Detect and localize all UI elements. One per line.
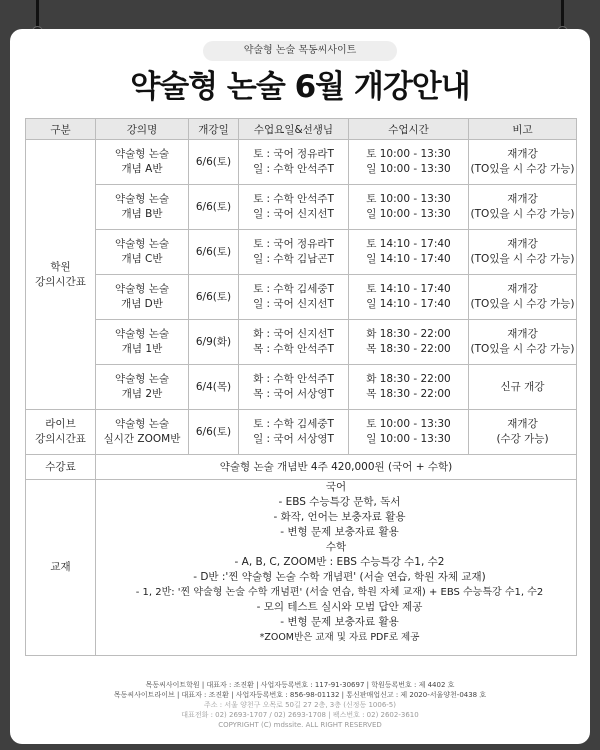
start-date: 6/6(토) bbox=[189, 230, 239, 275]
notice-board bbox=[10, 29, 590, 744]
note: 재개강 (수강 가능) bbox=[469, 410, 577, 455]
teachers: 화 : 수학 안석주T 목 : 국어 서상영T bbox=[239, 365, 349, 410]
books-label: 교재 bbox=[26, 480, 96, 656]
header-course: 강의명 bbox=[96, 119, 189, 140]
note: 재개강 (TO있을 시 수강 가능) bbox=[469, 275, 577, 320]
class-times: 화 18:30 - 22:00 목 18:30 - 22:00 bbox=[349, 320, 469, 365]
site-tag: 약술형 논술 목동씨사이트 bbox=[203, 41, 397, 61]
start-date: 6/6(토) bbox=[189, 185, 239, 230]
footer bbox=[10, 680, 590, 730]
books-line: - 화작, 언어는 보충자료 활용 bbox=[273, 511, 406, 523]
course-name: 약술형 논술 개념 A반 bbox=[96, 140, 189, 185]
schedule-table bbox=[25, 118, 577, 656]
course-name: 약술형 논술 개념 1반 bbox=[96, 320, 189, 365]
teachers: 토 : 국어 정유라T 일 : 수학 안석주T bbox=[239, 140, 349, 185]
books-line: 국어 bbox=[325, 481, 347, 493]
course-name: 약술형 논술 개념 2반 bbox=[96, 365, 189, 410]
books-line: - 변형 문제 보충자료 활용 bbox=[280, 526, 399, 538]
footer-line: 목동씨사이트라이브 | 대표자 : 조진환 | 사업자등록번호 : 856-98-01132 | 통신판매업신고 : 제 2020-서울양천-0438 호 bbox=[113, 691, 487, 699]
start-date: 6/4(목) bbox=[189, 365, 239, 410]
books-line: - 1, 2반: '찐 약술형 논술 수학 개념편' (서술 연습, 학원 자체 교재) + EBS 수능특강 수1, 수2 bbox=[135, 587, 544, 598]
header-note: 비고 bbox=[469, 119, 577, 140]
header-start: 개강일 bbox=[189, 119, 239, 140]
teachers: 토 : 수학 안석주T 일 : 국어 신지선T bbox=[239, 185, 349, 230]
start-date: 6/6(토) bbox=[189, 140, 239, 185]
footer-copyright: COPYRIGHT (C) mdssite. ALL RIGHT RESERVED bbox=[218, 721, 382, 729]
table-row bbox=[26, 230, 577, 275]
table-row bbox=[26, 275, 577, 320]
teachers: 토 : 수학 김세중T 일 : 국어 서상영T bbox=[239, 410, 349, 455]
note: 신규 개강 bbox=[469, 365, 577, 410]
table-header-row bbox=[26, 119, 577, 140]
class-times: 토 10:00 - 13:30 일 10:00 - 13:30 bbox=[349, 410, 469, 455]
books-line: - A, B, C, ZOOM반 : EBS 수능특강 수1, 수2 bbox=[234, 556, 445, 568]
teachers: 토 : 국어 정유라T 일 : 수학 김남곤T bbox=[239, 230, 349, 275]
table-row-live bbox=[26, 410, 577, 455]
table-row bbox=[26, 185, 577, 230]
footer-line: 목동씨사이트학원 | 대표자 : 조진환 | 사업자등록번호 : 117-91-30697 | 학원등록번호 : 제 4402 호 bbox=[145, 681, 455, 689]
books-line: 수학 bbox=[325, 541, 347, 553]
books-line: - 변형 문제 보충자료 활용 bbox=[280, 616, 399, 628]
note: 재개강 (TO있을 시 수강 가능) bbox=[469, 185, 577, 230]
start-date: 6/6(토) bbox=[189, 410, 239, 455]
teachers: 화 : 국어 신지선T 목 : 수학 안석주T bbox=[239, 320, 349, 365]
group-academy: 학원 강의시간표 bbox=[26, 140, 96, 410]
header-time: 수업시간 bbox=[349, 119, 469, 140]
table-row bbox=[26, 320, 577, 365]
footer-address: 주소 : 서울 양천구 오목로 50길 27 2층, 3층 (신정동 1006-5) bbox=[203, 701, 396, 709]
books-line: - D반 :'찐 약술형 논술 수학 개념편' (서술 연습, 학원 자체 교재) bbox=[193, 571, 486, 583]
fee-row bbox=[26, 455, 577, 480]
page-title: 약술형 논술 6월 개강안내 bbox=[130, 69, 470, 105]
fee-label: 수강료 bbox=[26, 455, 96, 480]
books-line: - 모의 테스트 실시와 모범 답안 제공 bbox=[256, 601, 423, 613]
class-times: 화 18:30 - 22:00 목 18:30 - 22:00 bbox=[349, 365, 469, 410]
class-times: 토 10:00 - 13:30 일 10:00 - 13:30 bbox=[349, 140, 469, 185]
books-row bbox=[26, 480, 577, 656]
course-name: 약술형 논술 실시간 ZOOM반 bbox=[96, 410, 189, 455]
course-name: 약술형 논술 개념 B반 bbox=[96, 185, 189, 230]
header-teachers: 수업요일&선생님 bbox=[239, 119, 349, 140]
footer-phone: 대표전화 : 02) 2693-1707 / 02) 2693-1708 | 팩스번호 : 02) 2602-3610 bbox=[181, 711, 419, 719]
books-note: *ZOOM반은 교재 및 자료 PDF로 제공 bbox=[259, 632, 420, 643]
start-date: 6/6(토) bbox=[189, 275, 239, 320]
note: 재개강 (TO있을 시 수강 가능) bbox=[469, 230, 577, 275]
note: 재개강 (TO있을 시 수강 가능) bbox=[469, 140, 577, 185]
class-times: 토 14:10 - 17:40 일 14:10 - 17:40 bbox=[349, 230, 469, 275]
class-times: 토 14:10 - 17:40 일 14:10 - 17:40 bbox=[349, 275, 469, 320]
books-line: - EBS 수능특강 문학, 독서 bbox=[278, 496, 401, 508]
course-name: 약술형 논술 개념 C반 bbox=[96, 230, 189, 275]
teachers: 토 : 수학 김세중T 일 : 국어 신지선T bbox=[239, 275, 349, 320]
fee-value: 약술형 논술 개념반 4주 420,000원 (국어 + 수학) bbox=[96, 455, 577, 480]
header-category: 구분 bbox=[26, 119, 96, 140]
start-date: 6/9(화) bbox=[189, 320, 239, 365]
note: 재개강 (TO있을 시 수강 가능) bbox=[469, 320, 577, 365]
group-live: 라이브 강의시간표 bbox=[26, 410, 96, 455]
table-row bbox=[26, 365, 577, 410]
course-name: 약술형 논술 개념 D반 bbox=[96, 275, 189, 320]
table-row bbox=[26, 140, 577, 185]
books-list bbox=[96, 480, 577, 656]
class-times: 토 10:00 - 13:30 일 10:00 - 13:30 bbox=[349, 185, 469, 230]
